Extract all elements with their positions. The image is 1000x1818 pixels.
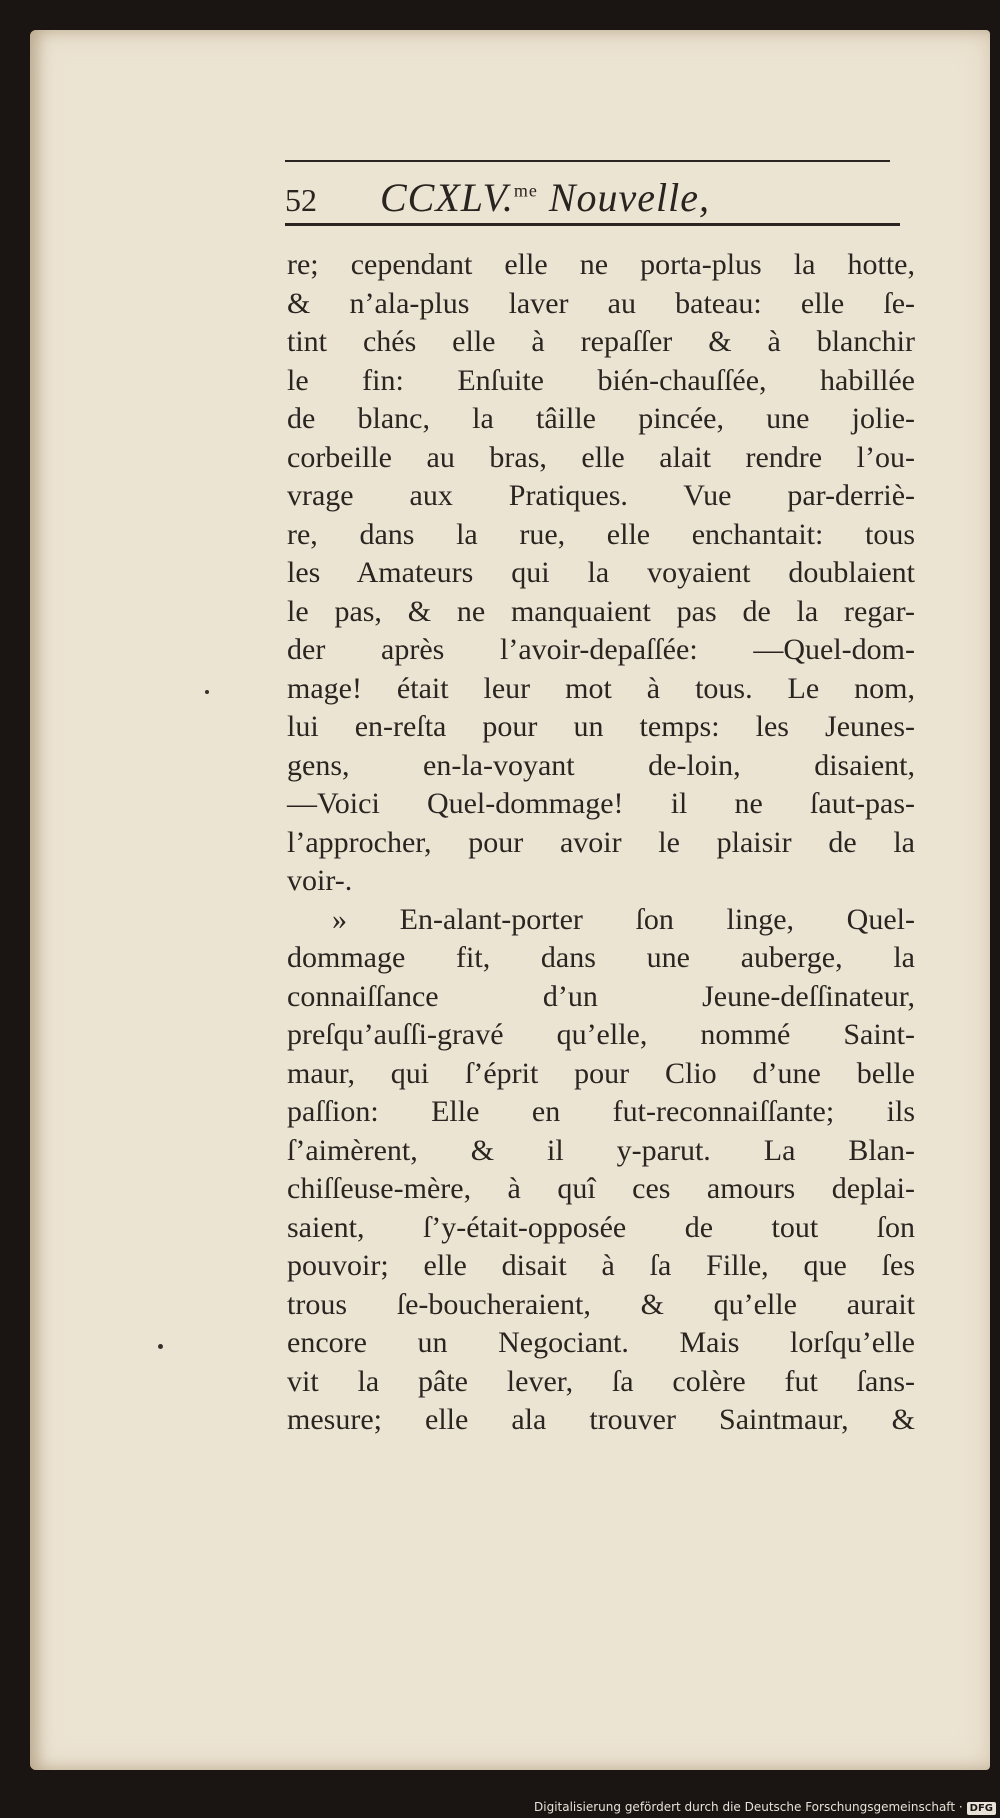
text-line: & n’ala-plus laver au bateau: elle ſe- bbox=[287, 286, 915, 320]
text-line: re; cependant elle ne porta-plus la hotte, bbox=[287, 248, 915, 281]
running-title-main: CCXLV. bbox=[380, 175, 514, 220]
text-line: voir-. bbox=[287, 864, 353, 897]
text-line: vrage aux Pratiques. Vue par-derriè- bbox=[287, 479, 915, 512]
text-line: preſqu’auſſi-gravé qu’elle, nommé Saint- bbox=[287, 1018, 915, 1051]
ink-speck bbox=[158, 1344, 163, 1349]
header-rule-top bbox=[285, 160, 890, 162]
text-line: tint chés elle à repaſſer & à blanchir bbox=[287, 325, 915, 358]
text-line: —Voici Quel-dommage! il ne ſaut-pas- bbox=[287, 787, 915, 820]
body-text bbox=[287, 246, 915, 1440]
running-title bbox=[380, 174, 710, 221]
text-line: trous ſe-boucheraient, & qu’elle aurait bbox=[287, 1287, 915, 1321]
text-line: chiſſeuse-mère, à quî ces amours deplai- bbox=[287, 1172, 915, 1205]
dfg-logo: DFG bbox=[967, 1802, 996, 1815]
text-line: maur, qui ſ’éprit pour Clio d’une belle bbox=[287, 1056, 915, 1090]
credit-text: Digitalisierung gefördert durch die Deutsche Forschungsgemeinschaft · bbox=[534, 1800, 963, 1814]
text-line: gens, en-la-voyant de-loin, disaient, bbox=[287, 748, 915, 782]
text-line: paſſion: Elle en fut-reconnaiſſante; ils bbox=[287, 1095, 915, 1128]
ink-speck bbox=[205, 690, 209, 694]
header-rule-bottom bbox=[285, 223, 900, 226]
page-number: 52 bbox=[285, 182, 317, 218]
text-line: l’approcher, pour avoir le plaisir de la bbox=[287, 825, 915, 859]
text-line: vit la pâte lever, ſa colère fut ſans- bbox=[287, 1364, 915, 1398]
text-line: pouvoir; elle disait à ſa Fille, que ſes bbox=[287, 1249, 915, 1282]
text-line: encore un Negociant. Mais lorſqu’elle bbox=[287, 1326, 915, 1359]
text-line: der après l’avoir-depaſſée: —Quel-dom- bbox=[287, 633, 915, 666]
text-line: re, dans la rue, elle enchantait: tous bbox=[287, 517, 915, 551]
text-line: ſ’aimèrent, & il y-parut. La Blan- bbox=[287, 1133, 915, 1167]
running-title-rest: Nouvelle, bbox=[537, 175, 711, 220]
text-line: lui en-reſta pour un temps: les Jeunes- bbox=[287, 710, 915, 743]
page-header bbox=[285, 170, 905, 220]
text-line: le fin: Enſuite bién-chauſſée, habillée bbox=[287, 363, 915, 397]
text-line: connaiſſance d’un Jeune-deſſinateur, bbox=[287, 979, 915, 1013]
text-line: les Amateurs qui la voyaient doublaient bbox=[287, 556, 915, 589]
text-line: dommage fit, dans une auberge, la bbox=[287, 941, 915, 974]
digitization-credit bbox=[534, 1800, 996, 1815]
text-line: le pas, & ne manquaient pas de la regar- bbox=[287, 594, 915, 628]
text-line: mesure; elle ala trouver Saintmaur, & bbox=[287, 1403, 915, 1436]
text-line: » En-alant-porter ſon linge, Quel- bbox=[332, 902, 915, 936]
running-title-superscript: me bbox=[513, 180, 538, 201]
text-line: de blanc, la tâille pincée, une jolie- bbox=[287, 402, 915, 435]
text-line: mage! était leur mot à tous. Le nom, bbox=[287, 671, 915, 705]
text-line: saient, ſ’y-était-opposée de tout ſon bbox=[287, 1210, 915, 1244]
text-line: corbeille au bras, elle alait rendre l’ou- bbox=[287, 440, 915, 474]
